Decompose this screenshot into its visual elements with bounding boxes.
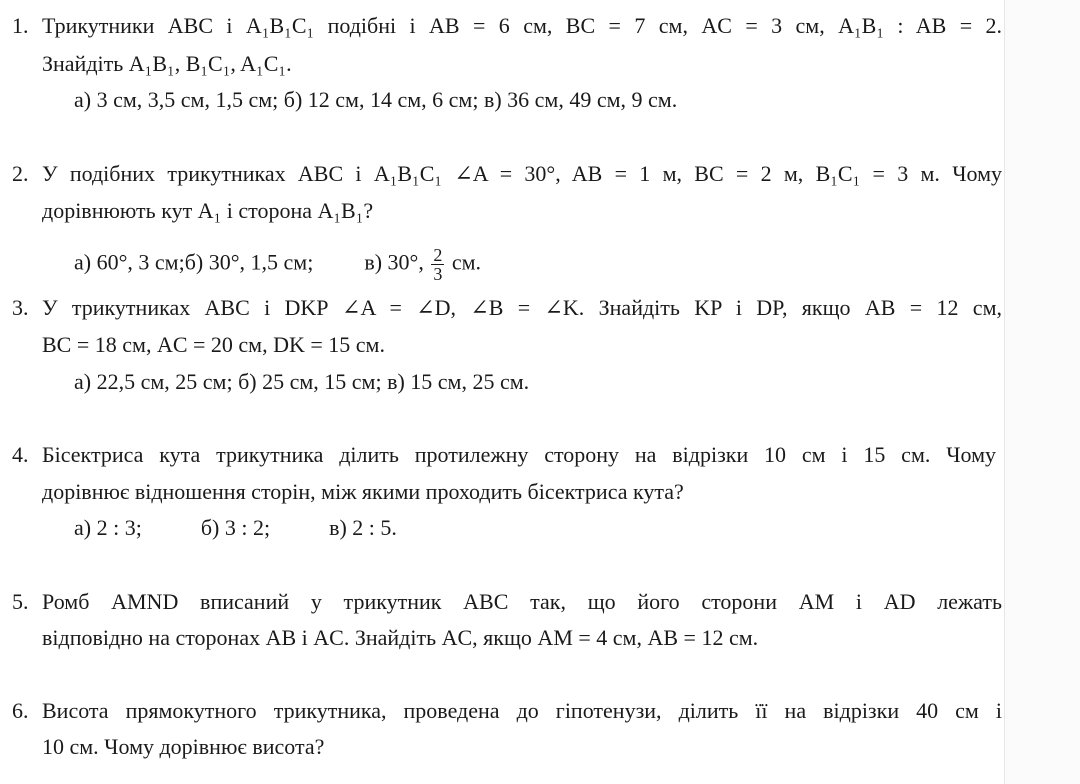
problem-1-text-line-2: Знайдіть A₁B₁, B₁C₁, A₁C₁. <box>42 51 292 76</box>
problem-3-number: 3. <box>12 295 29 320</box>
problem-6-text-line-1: Висота прямокутного трикутника, проведена до гіпотенузи, ділить її на відрізки 40 см і <box>42 698 1002 723</box>
problem-4-options <box>74 516 397 540</box>
problem-3-options: а) 22,5 см, 25 см; б) 25 см, 15 см; в) 15 см, 25 см. <box>74 369 530 394</box>
problem-2-options <box>74 246 481 283</box>
problem-4-option-a: а) 2 : 3; <box>74 515 142 540</box>
problem-4-option-c: в) 2 : 5. <box>329 515 397 540</box>
problem-5-text-line-1: Ромб AMND вписаний у трикутник ABC так, що його сторони AM і AD лежать <box>42 589 1002 614</box>
problem-2-options-ab: а) 60°, 3 см;б) 30°, 1,5 см; <box>74 249 314 275</box>
problem-2-option-c-prefix: в) 30°, <box>364 249 424 275</box>
problem-1-number: 1. <box>12 13 29 38</box>
problem-6-number: 6. <box>12 698 29 723</box>
fraction-two-thirds <box>431 246 444 283</box>
problem-2-option-c-suffix: см. <box>451 249 482 275</box>
problem-4-text-line-2: дорівнює відношення сторін, між якими проходить бісектриса кута? <box>42 479 684 504</box>
problem-1-options: а) 3 см, 3,5 см, 1,5 см; б) 12 см, 14 см, 6 см; в) 36 см, 49 см, 9 см. <box>74 87 678 112</box>
problem-6-text-line-2: 10 см. Чому дорівнює висота? <box>42 734 325 759</box>
problem-1-text-line-1: Трикутники ABC і A₁B₁C₁ подібні і AB = 6 см, BC = 7 см, AC = 3 см, A₁B₁ : AB = 2. <box>42 13 1002 38</box>
fraction-denominator: 3 <box>433 264 443 284</box>
problem-2-number: 2. <box>12 161 29 186</box>
problem-3-text-line-2: BC = 18 см, AC = 20 см, DK = 15 см. <box>42 332 385 357</box>
problem-5-number: 5. <box>12 589 29 614</box>
problem-4-option-b: б) 3 : 2; <box>200 515 271 540</box>
fraction-numerator: 2 <box>433 245 443 265</box>
page-right-margin <box>1005 0 1080 784</box>
problem-3-text-line-1: У трикутниках ABC і DKP ∠A = ∠D, ∠B = ∠K. Знайдіть KP і DP, якщо AB = 12 см, <box>42 295 1002 320</box>
problem-2-text-line-2: дорівнюють кут A₁ і сторона A₁B₁? <box>42 198 374 223</box>
problem-4-number: 4. <box>12 442 29 467</box>
problem-4-text-line-1: Бісектриса кута трикутника ділить протилежну сторону на відрізки 10 см і 15 см. Чому <box>42 442 996 467</box>
problem-2-text-line-1: У подібних трикутниках ABC і A₁B₁C₁ ∠A = 30°, AB = 1 м, BC = 2 м, B₁C₁ = 3 м. Чому <box>42 161 1002 186</box>
problem-5-text-line-2: відповідно на сторонах AB і AC. Знайдіть AC, якщо AM = 4 см, AB = 12 см. <box>42 625 759 650</box>
